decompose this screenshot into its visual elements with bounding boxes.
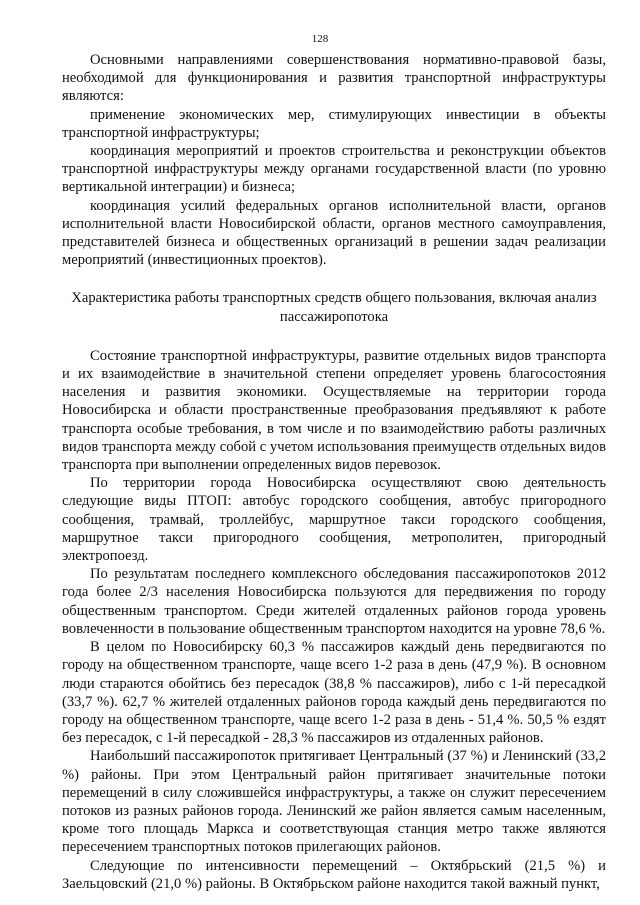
intro-section (62, 51, 606, 269)
body-paragraph: Состояние транспортной инфраструктуры, развитие отдельных видов транспорта и их взаимодействие в значительной степени определяет уровень благосостояния населения и развития экономики. Осуществляемые на территории города Новосибирска и области пространственные преобразования предъявляют к работе транспорта особые требования, в том числе и по взаимодействию работы различных видов транспорта между собой с учетом использования преимуществ отдельных видов транспорта при выполнении определенных видов перевозок. (62, 347, 606, 474)
body-section (62, 347, 606, 893)
body-paragraph: По территории города Новосибирска осуществляют свою деятельность следующие виды ПТОП: автобус городского сообщения, автобус пригородного сообщения, трамвай, троллейбус, маршрутное такси городского сообщения, маршрутное такси пригородного сообщения, метрополитен, пригородный электропоезд. (62, 475, 606, 565)
body-paragraph: В целом по Новосибирску 60,3 % пассажиров каждый день передвигаются по городу на общественном транспорте, чаще всего 1-2 раза в день (47,9 %). В основном люди стараются обойтись без пересадок (38,8 % пассажиров), либо с 1-й пересадкой (33,7 %). 62,7 % жителей отдаленных районов города каждый день передвигаются по городу на общественном транспорте, чаще всего 1-2 раза в день - 51,4 %. 50,5 % ездят без пересадок, с 1-й пересадкой - 28,3 % пассажиров из отдаленных районов. (62, 639, 606, 747)
intro-list-item: координация мероприятий и проектов строительства и реконструкции объектов транспортной инфраструктуры между органами государственной власти (по уровню вертикальной интеграции) и бизнеса; (62, 143, 606, 196)
body-paragraph: По результатам последнего комплексного обследования пассажиропотоков 2012 года более 2/3 населения Новосибирска пользуются для передвижения по городу общественным транспортом. Среди жителей отдаленных районов города уровень вовлеченности в пользование общественным транспортом находится на уровне 78,6 %. (62, 566, 606, 637)
section-heading: Характеристика работы транспортных средств общего пользования, включая анализ пассажиропотока (71, 290, 597, 325)
intro-paragraph: Основными направлениями совершенствования нормативно-правовой базы, необходимой для функционирования и развития транспортной инфраструктуры являются: (62, 52, 606, 105)
intro-list-item: применение экономических мер, стимулирующих инвестиции в объекты транспортной инфраструктуры; (62, 106, 606, 141)
page-number: 128 (311, 33, 329, 45)
intro-list-item: координация усилий федеральных органов исполнительной власти, органов исполнительной власти Новосибирской области, органов местного самоуправления, представителей бизнеса и общественных организаций в решении задач реализации мероприятий (инвестиционных проектов). (62, 197, 606, 269)
body-paragraph: Следующие по интенсивности перемещений – Октябрьский (21,5 %) и Заельцовский (21,0 %) районы. В Октябрьском районе находится такой важный пункт, (62, 857, 606, 892)
body-paragraph: Наибольший пассажиропоток притягивает Центральный (37 %) и Ленинский (33,2 %) районы. При этом Центральный район притягивает значительные потоки перемещений в силу сложившейся инфраструктуры, а также он служит пересечением потоков из разных районов города. Ленинский же район является самым населенным, кроме того площадь Маркса и соответствующая станция метро также являются пересечением транспортных потоков прилегающих районов. (62, 748, 606, 856)
